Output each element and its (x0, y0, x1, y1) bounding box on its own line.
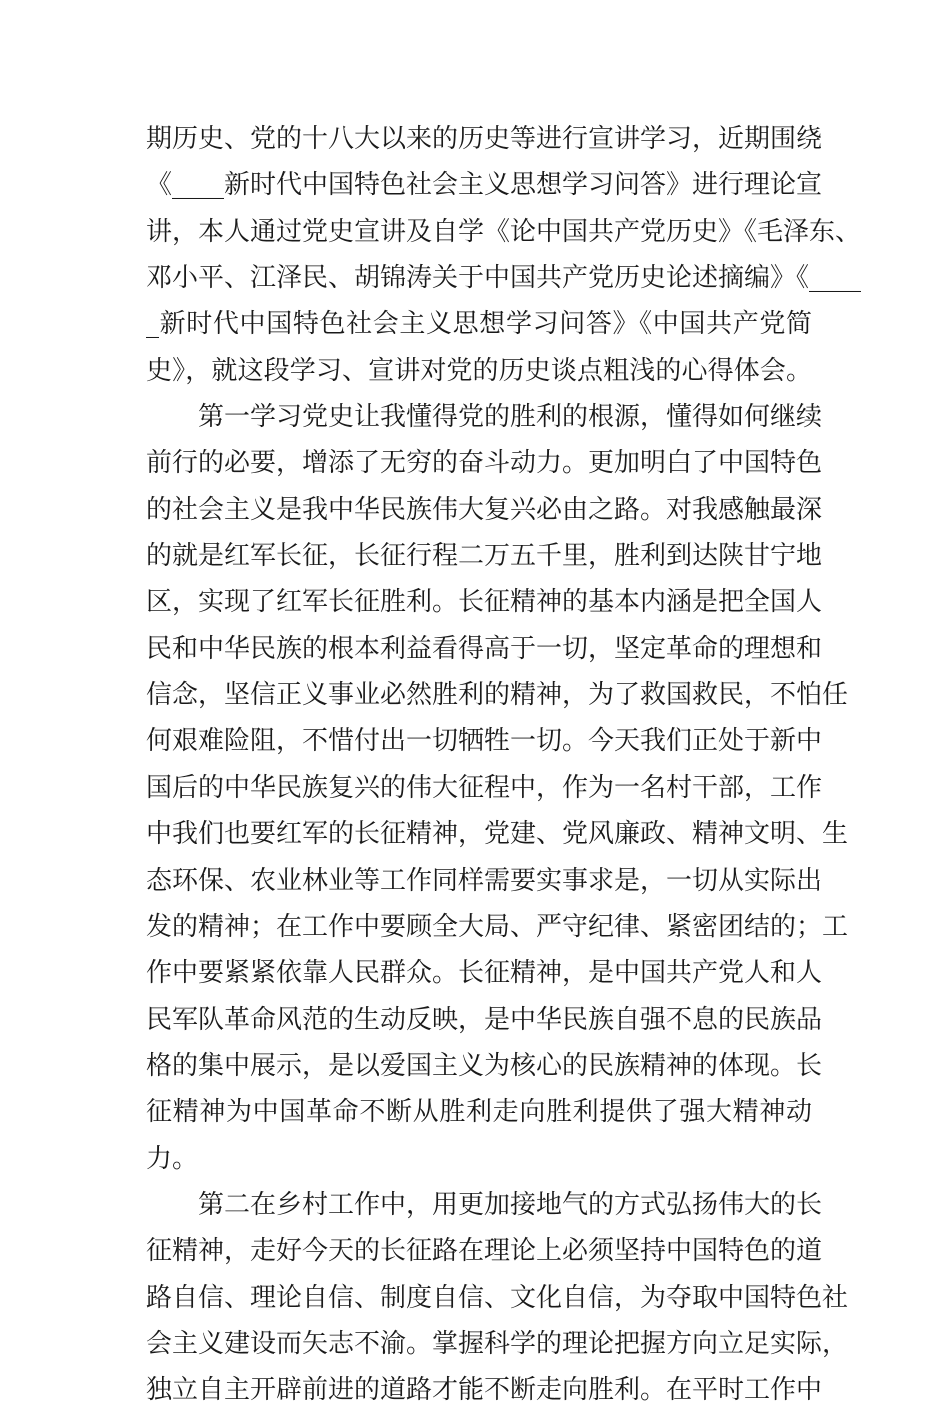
text-line: 《____新时代中国特色社会主义思想学习问答》进行理论宣 (146, 170, 823, 201)
text-line: 邓小平、江泽民、胡锦涛关于中国共产党历史论述摘编》《____ (146, 263, 862, 294)
paragraph-end-line: 力。 (146, 1143, 199, 1174)
text-line: 讲，本人通过党史宣讲及自学《论中国共产党历史》《毛泽东、 (146, 216, 862, 247)
text-line: 的就是红军长征，长征行程二万五千里，胜利到达陕甘宁地 (146, 541, 823, 572)
text-line: 区，实现了红军长征胜利。长征精神的基本内涵是把全国人 (146, 587, 823, 618)
text-line: 前行的必要，增添了无穷的奋斗动力。更加明白了中国特色 (146, 448, 823, 479)
text-line: 民和中华民族的根本利益看得高于一切，坚定革命的理想和 (146, 633, 823, 664)
text-line: 史》，就这段学习、宣讲对党的历史谈点粗浅的心得体会。 (146, 355, 812, 386)
text-line: 作中要紧紧依靠人民群众。长征精神，是中国共产党人和人 (146, 958, 823, 989)
text-line: 格的集中展示，是以爱国主义为核心的民族精神的体现。长 (146, 1050, 823, 1081)
text-line: 征精神，走好今天的长征路在理论上必须坚持中国特色的道 (146, 1236, 823, 1267)
text-line: 信念，坚信正义事业必然胜利的精神，为了救国救民，不怕任 (146, 680, 849, 711)
text-line: 征精神为中国革命不断从胜利走向胜利提供了强大精神动 (146, 1097, 812, 1128)
paragraph-start-line: 第二在乡村工作中，用更加接地气的方式弘扬伟大的长 (146, 1189, 823, 1220)
text-line: 会主义建设而矢志不渝。掌握科学的理论把握方向立足实际， (146, 1328, 849, 1359)
text-line: 民军队革命风范的生动反映，是中华民族自强不息的民族品 (146, 1004, 823, 1035)
body-text (146, 116, 862, 1414)
text-line: 独立自主开辟前进的道路才能不断走向胜利。在平时工作中 (146, 1375, 823, 1406)
text-line: 的社会主义是我中华民族伟大复兴必由之路。对我感触最深 (146, 494, 823, 525)
paragraph-start-line: 第一学习党史让我懂得党的胜利的根源，懂得如何继续 (146, 402, 823, 433)
text-line: 国后的中华民族复兴的伟大征程中，作为一名村干部，工作 (146, 772, 823, 803)
text-line: 发的精神；在工作中要顾全大局、严守纪律、紧密团结的；工 (146, 911, 849, 942)
text-line: 期历史、党的十八大以来的历史等进行宣讲学习，近期围绕 (146, 124, 823, 154)
text-line: 路自信、理论自信、制度自信、文化自信，为夺取中国特色社 (146, 1282, 849, 1313)
text-line: _新时代中国特色社会主义思想学习问答》《中国共产党简 (146, 309, 812, 340)
text-line: 何艰难险阻，不惜付出一切牺牲一切。今天我们正处于新中 (146, 726, 823, 757)
text-line: 中我们也要红军的长征精神，党建、党风廉政、精神文明、生 (146, 819, 849, 850)
text-line: 态环保、农业林业等工作同样需要实事求是，一切从实际出 (146, 865, 823, 896)
